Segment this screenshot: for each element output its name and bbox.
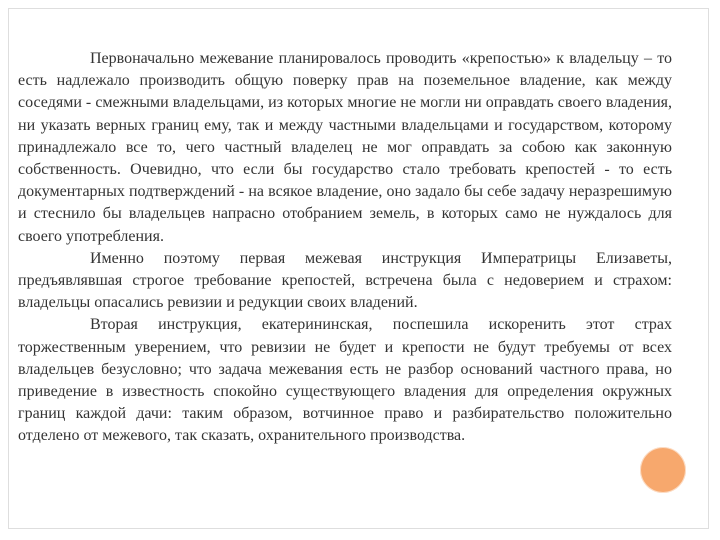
text-body <box>18 48 672 448</box>
accent-circle <box>640 447 686 493</box>
paragraph-1: Первоначально межевание планировалось проводить «крепостью» к владельцу – то есть надлежало производить общую поверку прав на поземельное владение, как между соседями - смежными владельцами, из которых многие не могли ни оправдать своего владения, ни указать верных границ ему, так и между частными владельцами и государством, которому принадлежало все то, чего частный владелец не мог оправдать за собою как законную собственность. Очевидно, что если бы государство стало требовать крепостей - то есть документарных подтверждений - на всякое владение, оно задало бы себе задачу неразрешимую и стеснило бы владельцев напрасно отобранием земель, в которых само не нуждалось для своего употребления. <box>18 50 672 245</box>
paragraph-3: Вторая инструкция, екатерининская, поспешила искоренить этот страх торжественным уверением, что ревизии не будет и крепости не будут требуемы от всех владельцев безусловно; что задача межевания есть не разбор оснований частного права, но приведение в известность спокойно существующего владения для определения окружных границ каждой дачи: таким образом, вотчинное право и разбирательство положительно отделено от межевого, так сказать, охранительного производства. <box>18 316 672 445</box>
paragraph-2: Именно поэтому первая межевая инструкция Императрицы Елизаветы, предъявлявшая строгое требование крепостей, встречена была с недоверием и страхом: владельцы опасались ревизии и редукции своих владений. <box>18 249 672 312</box>
